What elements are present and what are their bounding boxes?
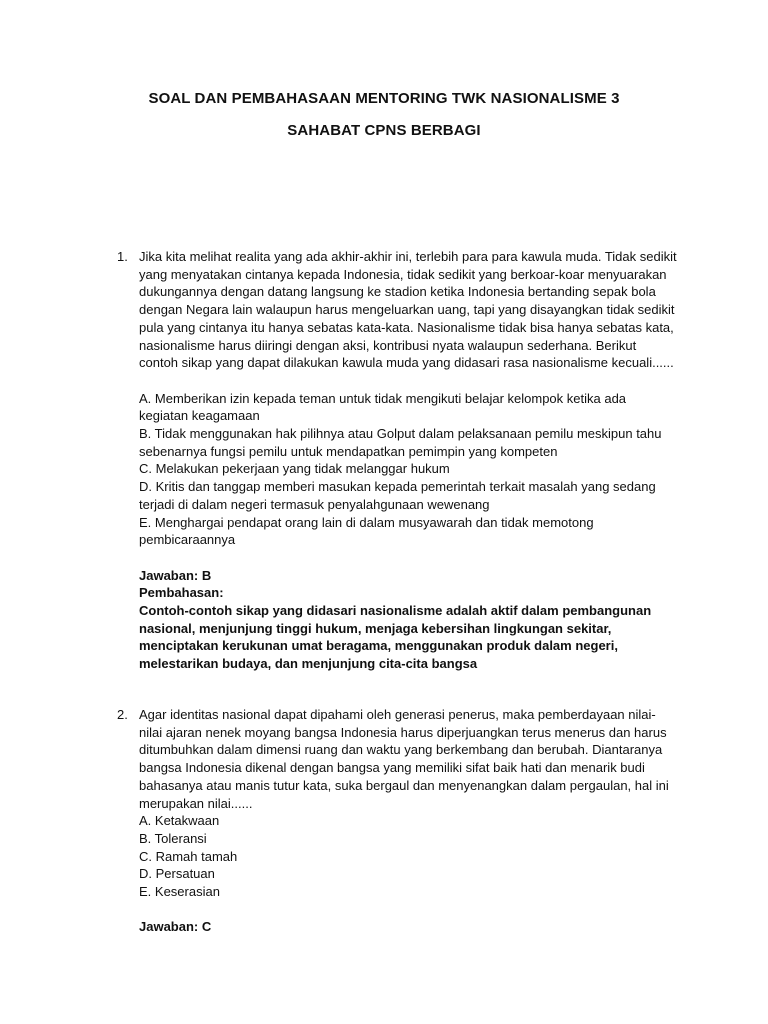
answer-block bbox=[139, 567, 677, 673]
option-b: B. Toleransi bbox=[139, 830, 207, 846]
question-stem: Agar identitas nasional dapat dipahami oleh generasi penerus, maka pemberdayaan nilai-nilai ajaran nenek moyang bangsa Indonesia harus diperjuangkan terus menerus dan harus ditumbuhkan dalam dimensi ruang dan waktu yang berkembang dan berubah. Diantaranya bangsa Indonesia dikenal dengan bangsa yang memiliki sifat baik hati dan menarik budi bahasanya atau manis tutur kata, suka bergaul dan menyenangkan dalam pergaulan, hal ini merupakan nilai...... bbox=[139, 707, 673, 811]
question-body bbox=[139, 248, 681, 673]
option-e: E. Keserasian bbox=[139, 884, 220, 900]
question-2 bbox=[117, 706, 677, 936]
discussion-label: Pembahasan: bbox=[139, 585, 224, 601]
option-b: B. Tidak menggunakan hak pilihnya atau Golput dalam pelaksanaan pemilu meskipun tahu sebenarnya fungsi pemilu untuk mendapatkan pemimpin yang kompeten bbox=[139, 426, 666, 459]
option-d: D. Persatuan bbox=[139, 866, 215, 882]
question-number: 1. bbox=[117, 249, 128, 264]
option-a: A. Memberikan izin kepada teman untuk tidak mengikuti belajar kelompok ketika ada kegiatan keagamaan bbox=[139, 390, 630, 424]
option-list bbox=[139, 390, 677, 549]
question-1 bbox=[117, 248, 681, 673]
option-list bbox=[139, 812, 677, 901]
discussion-text: Contoh-contoh sikap yang didasari nasionalisme adalah aktif dalam pembangunan nasional, menjunjung tinggi hukum, menjaga kebersihan lingkungan sekitar, menciptakan kerukunan umat beragama, menggunakan produk dalam negeri, melestarikan budaya, dan menjunjung cita-cita bangsa bbox=[139, 603, 655, 672]
option-c: C. Melakukan pekerjaan yang tidak melanggar hukum bbox=[139, 461, 450, 477]
answer-key: Jawaban: B bbox=[139, 567, 212, 583]
question-body bbox=[139, 706, 677, 936]
option-c: C. Ramah tamah bbox=[139, 848, 238, 864]
option-d: D. Kritis dan tanggap memberi masukan kepada pemerintah terkait masalah yang sedang terjadi di dalam negeri termasuk penyalahgunaan wewenang bbox=[139, 479, 660, 512]
question-stem: Jika kita melihat realita yang ada akhir-akhir ini, terlebih para para kawula muda. Tidak sedikit yang menyatakan cintanya kepada Indonesia, tidak sedikit yang berkoar-koar menyuarakan dukungannya dengan datang langsung ke stadion ketika Indonesia bertanding sepak bola dengan Negara lain walaupun harus mengeluarkan uang, tapi yang disayangkan tidak sedikit pula yang cintanya itu hanya sebatas kata-kata. Nasionalisme tidak bisa hanya sebatas kata, nasionalisme harus diiringi dengan aksi, kontribusi nyata walaupun sederhana. Berikut contoh sikap yang dapat dilakukan kawula muda yang didasari rasa nasionalisme kecuali...... bbox=[139, 249, 681, 371]
document-title: SOAL DAN PEMBAHASAAN MENTORING TWK NASIONALISME 3 bbox=[148, 90, 620, 107]
document-subtitle: SAHABAT CPNS BERBAGI bbox=[287, 122, 481, 139]
option-e: E. Menghargai pendapat orang lain di dalam musyawarah dan tidak memotong pembicaraannya bbox=[139, 514, 598, 548]
option-a: A. Ketakwaan bbox=[139, 813, 220, 829]
question-number: 2. bbox=[117, 707, 128, 722]
answer-key: Jawaban: C bbox=[139, 919, 212, 935]
answer-block bbox=[139, 918, 677, 936]
